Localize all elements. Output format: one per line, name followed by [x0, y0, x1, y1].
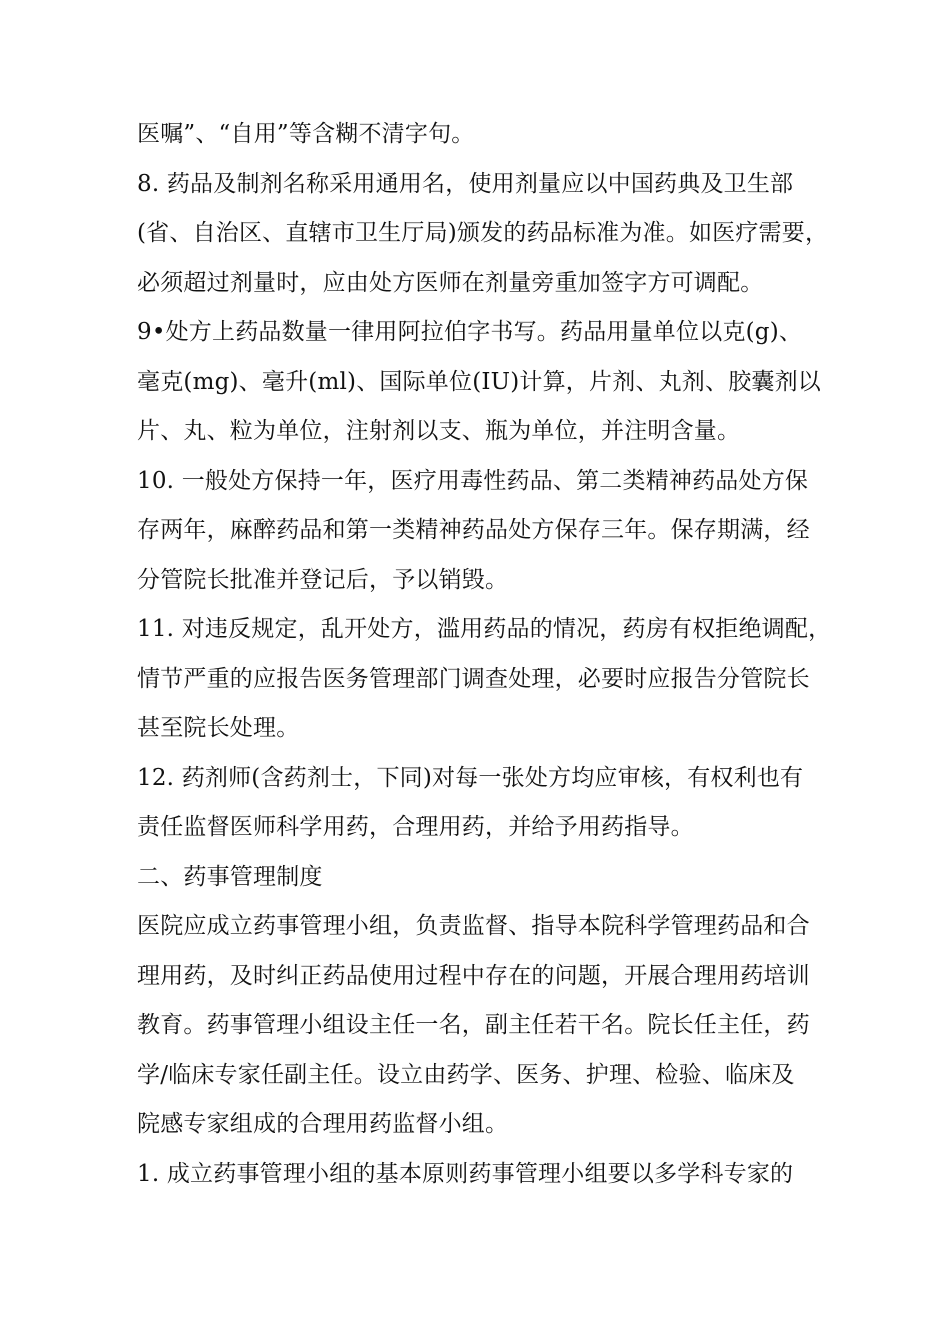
text-line: 教育。药事管理小组设主任一名，副主任若干名。院长任主任，药 — [137, 1012, 810, 1038]
text-line: 1. 成立药事管理小组的基本原则药事管理小组要以多学科专家的 — [137, 1160, 794, 1187]
text-line: 分管院长批准并登记后，予以销毁。 — [137, 566, 509, 593]
section-heading: 二、药事管理制度 — [137, 863, 323, 890]
text-line: 片、丸、粒为单位，注射剂以支、瓶为单位，并注明含量。 — [137, 418, 741, 444]
text-line: (省、自治区、直辖市卫生厅局)颁发的药品标准为准。如医疗需要， — [137, 220, 829, 246]
text-line: 10. 一般处方保持一年，医疗用毒性药品、第二类精神药品处方保 — [137, 467, 809, 494]
text-line: 院感专家组成的合理用药监督小组。 — [137, 1111, 509, 1137]
text-line: 甚至院长处理。 — [137, 715, 300, 741]
text-line: 医院应成立药事管理小组，负责监督、指导本院科学管理药品和合 — [137, 913, 810, 939]
text-line: 毫克(mg)、毫升(ml)、国际单位(IU)计算，片剂、丸剂、胶囊剂以 — [137, 368, 822, 395]
text-line: 9•处方上药品数量一律用阿拉伯字书写。药品用量单位以克(g)、 — [137, 319, 803, 345]
text-line: 情节严重的应报告医务管理部门调查处理，必要时应报告分管院长 — [137, 665, 810, 692]
text-line: 11. 对违反规定，乱开处方，滥用药品的情况，药房有权拒绝调配， — [137, 616, 832, 642]
document-body — [137, 110, 837, 1199]
text-line: 责任监督医师科学用药，合理用药，并给予用药指导。 — [137, 814, 694, 840]
text-line: 学/临床专家任副主任。设立由药学、医务、护理、检验、临床及 — [137, 1061, 795, 1088]
text-line: 存两年，麻醉药品和第一类精神药品处方保存三年。保存期满，经 — [137, 517, 810, 543]
text-line: 8. 药品及制剂名称采用通用名，使用剂量应以中国药典及卫生部 — [137, 170, 794, 197]
text-line: 必须超过剂量时，应由处方医师在剂量旁重加签字方可调配。 — [137, 269, 764, 296]
text-line: 理用药，及时纠正药品使用过程中存在的问题，开展合理用药培训 — [137, 962, 810, 989]
text-line: 医嘱”、“自用”等含糊不清字句。 — [137, 121, 475, 147]
text-line: 12. 药剂师(含药剂士，下同)对每一张处方均应审核，有权利也有 — [137, 764, 804, 791]
